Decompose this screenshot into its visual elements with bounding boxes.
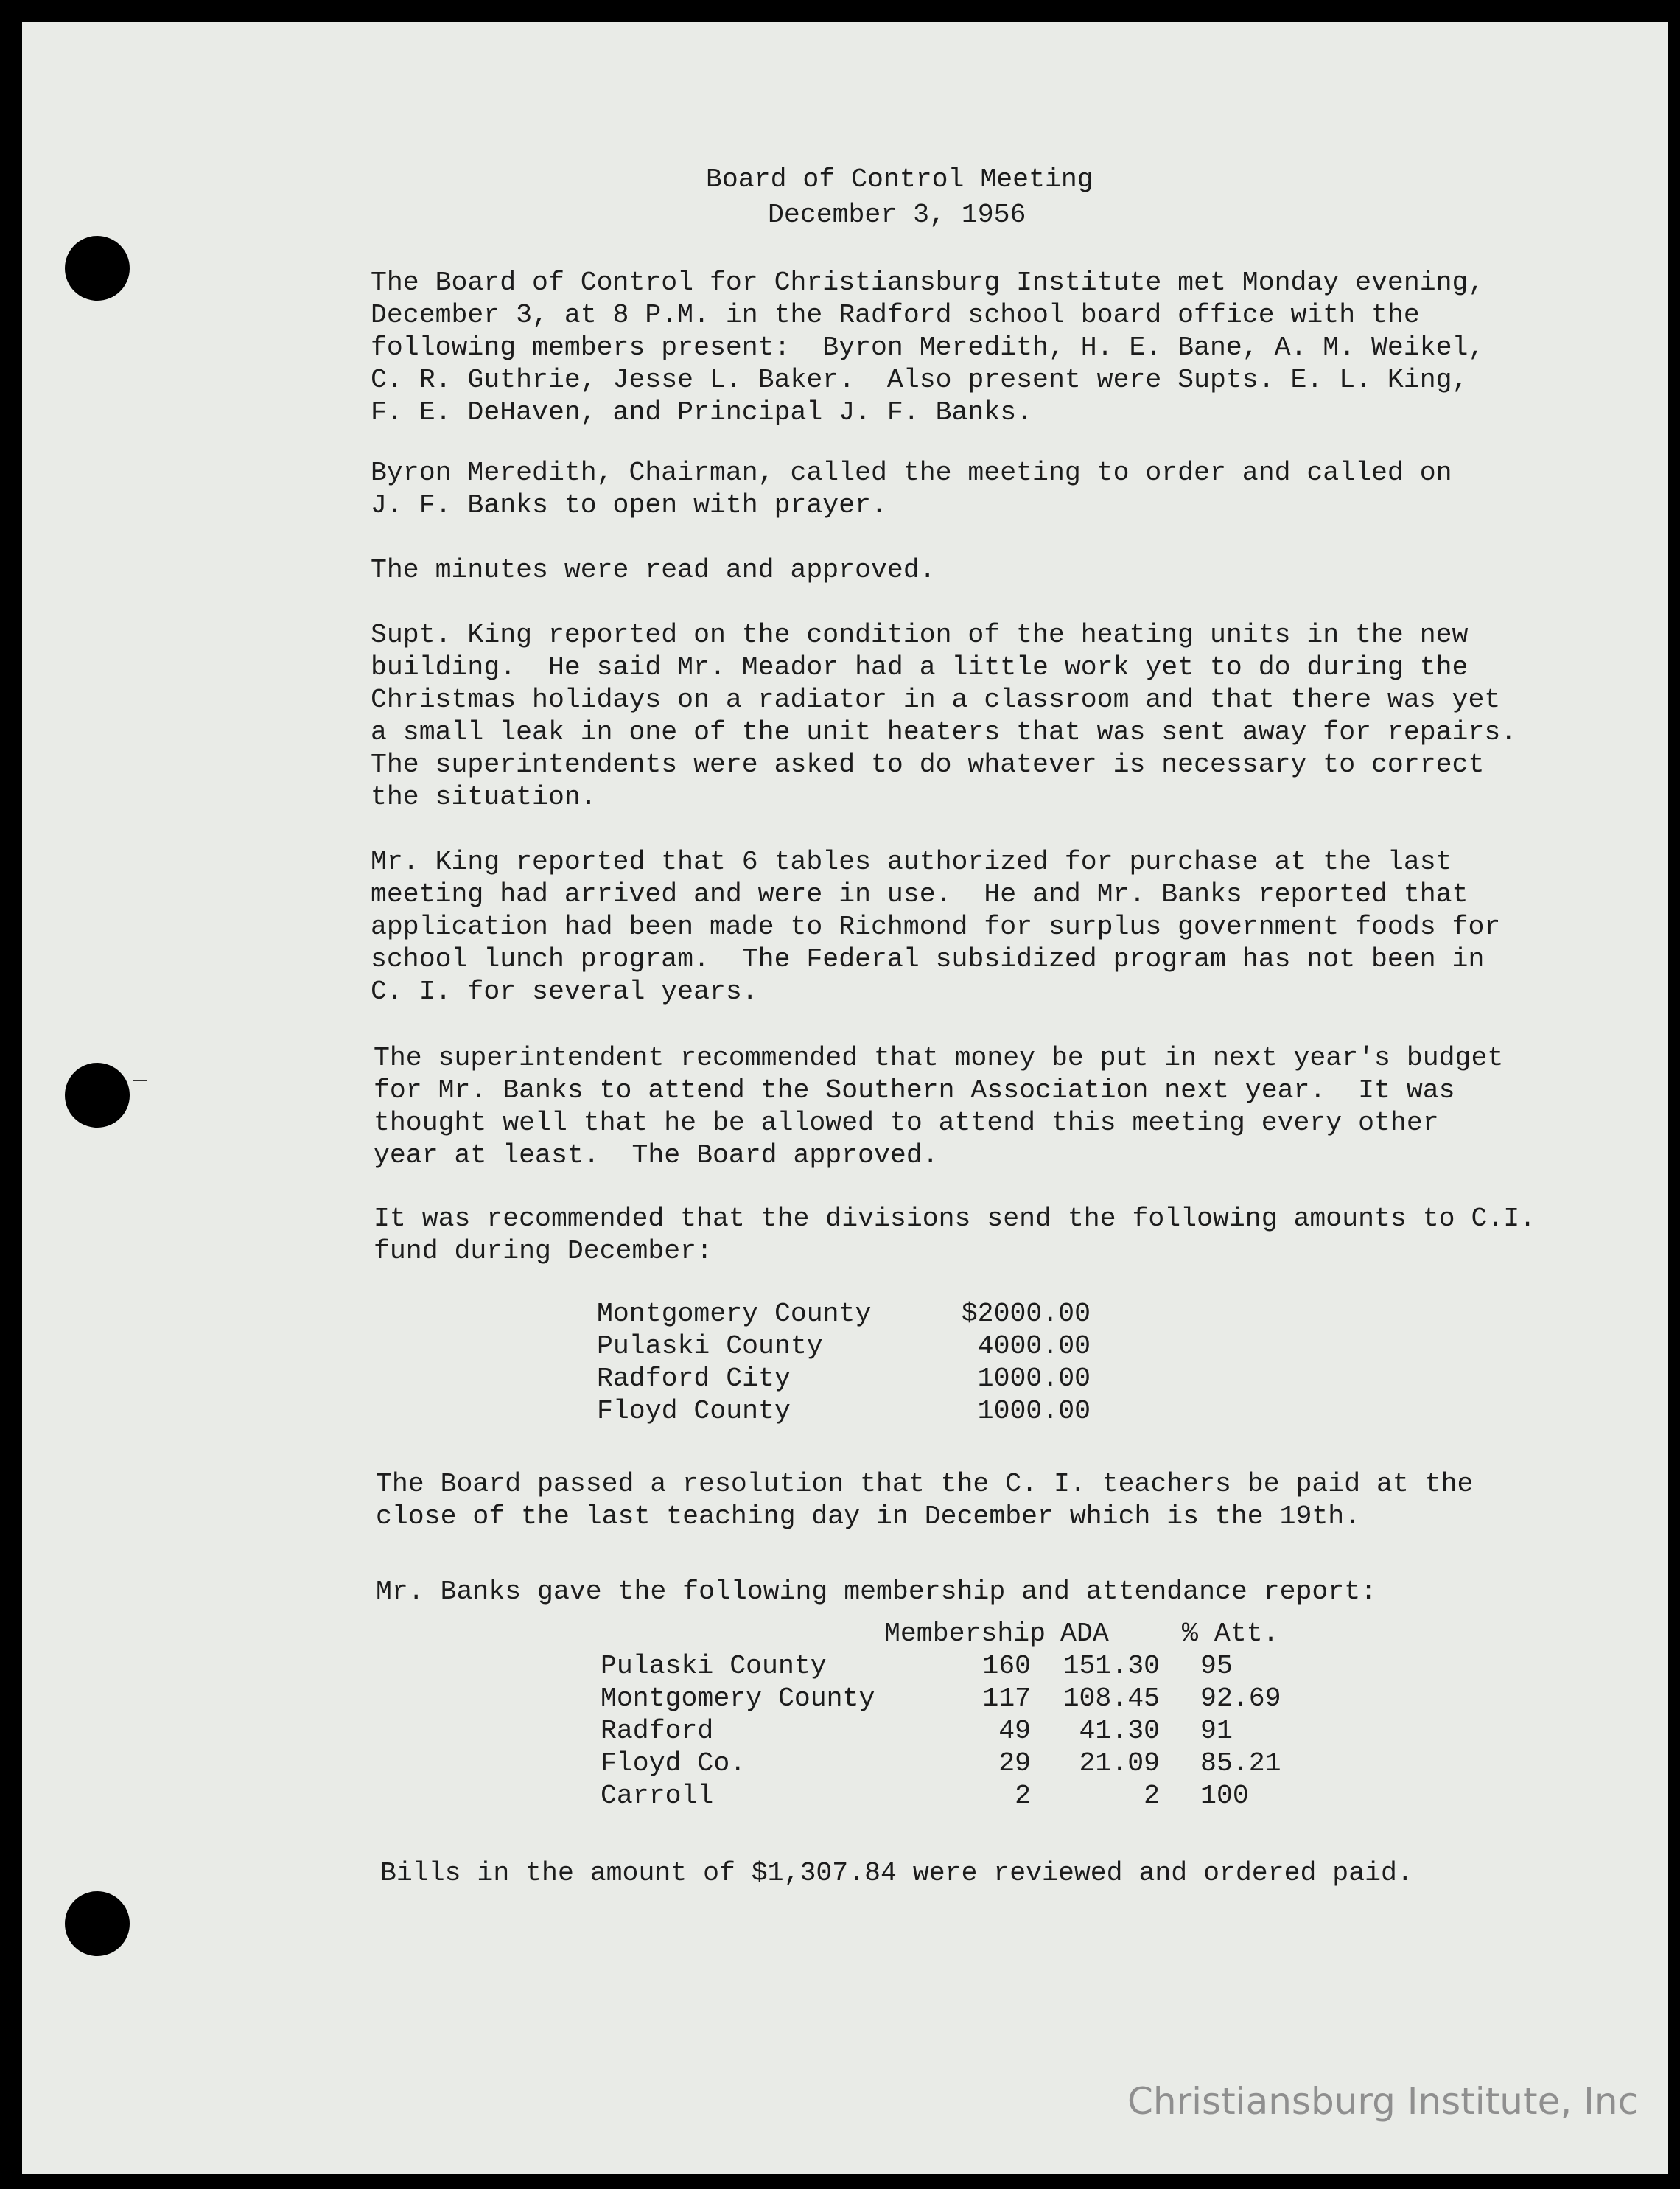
division-amount: 4000.00 (977, 1330, 1091, 1361)
row-ada: 151.30 (1063, 1650, 1161, 1681)
column-header-division (601, 1617, 884, 1649)
row-ada: 108.45 (1063, 1683, 1161, 1714)
row-membership: 2 (1015, 1780, 1032, 1811)
row-division: Carroll (601, 1780, 714, 1811)
document-page (22, 22, 1668, 2174)
report-intro-paragraph: Mr. Banks gave the following membership and attendance report: (376, 1577, 1377, 1607)
row-ada: 21.09 (1079, 1748, 1161, 1778)
row-division: Radford (601, 1715, 714, 1746)
table-row (597, 1362, 1091, 1394)
division-amount: 1000.00 (977, 1363, 1091, 1394)
minutes-paragraph: The minutes were read and approved. (371, 555, 936, 585)
column-header-membership: Membership (884, 1618, 1046, 1649)
table-row (601, 1714, 1329, 1747)
punch-hole (65, 236, 130, 301)
table-row (601, 1649, 1329, 1682)
punch-hole (65, 1891, 130, 1956)
column-header-ada: ADA (1060, 1618, 1109, 1649)
watermark: Christiansburg Institute, Inc (1127, 2080, 1639, 2123)
row-attendance: 91 (1200, 1715, 1233, 1746)
table-row (597, 1330, 1091, 1362)
division-name: Floyd County (597, 1395, 791, 1426)
table-row (601, 1747, 1329, 1779)
row-ada: 2 (1144, 1780, 1161, 1811)
division-name: Radford City (597, 1363, 791, 1394)
division-amount: 1000.00 (977, 1395, 1091, 1426)
division-amount: $2000.00 (961, 1298, 1091, 1329)
punch-hole (65, 1063, 130, 1128)
row-attendance: 85.21 (1200, 1748, 1281, 1778)
membership-attendance-table (601, 1617, 1329, 1812)
row-membership: 160 (982, 1650, 1032, 1681)
row-attendance: 100 (1200, 1780, 1249, 1811)
bills-paragraph: Bills in the amount of $1,307.84 were reviewed and ordered paid. (380, 1858, 1413, 1888)
document-title: Board of Control Meeting (706, 164, 1093, 195)
row-ada: 41.30 (1079, 1715, 1161, 1746)
margin-mark (133, 1080, 147, 1081)
southern-association-paragraph: The superintendent recommended that money be put in next year's budget for Mr. Banks to attend the Southern Association next year. It was thought well that he be allowed to attend this meeting every other year at least. The Board approved. (374, 1043, 1504, 1170)
table-row (601, 1682, 1329, 1714)
table-row (597, 1394, 1091, 1427)
table-header-row (601, 1617, 1329, 1649)
teacher-pay-paragraph: The Board passed a resolution that the C. I. teachers be paid at the close of the last teaching day in December which is the 19th. (376, 1469, 1474, 1532)
tables-paragraph: Mr. King reported that 6 tables authorized for purchase at the last meeting had arrived and were in use. He and Mr. Banks reported that application had been made to Richmond for surplus government foods for school lunch program. The Federal subsidized program has not been in C. I. for several years. (371, 847, 1501, 1007)
table-row (597, 1297, 1091, 1330)
fund-amounts-table (597, 1297, 1091, 1427)
meeting-date: December 3, 1956 (768, 200, 1026, 230)
row-attendance: 92.69 (1200, 1683, 1281, 1714)
row-division: Pulaski County (601, 1650, 827, 1681)
column-header-attendance: % Att. (1182, 1618, 1279, 1649)
row-attendance: 95 (1200, 1650, 1233, 1681)
row-division: Floyd Co. (601, 1748, 746, 1778)
attendance-paragraph: The Board of Control for Christiansburg Institute met Monday evening, December 3, at 8 P.M. in the Radford school board office with the following members present: Byron Meredith, H. E. Bane, A. M. Weikel, C. R. Guthrie, Jesse L. Baker. Also present were Supts. E. L. King, F. E. DeHaven, and Principal J. F. Banks. (371, 268, 1485, 427)
row-membership: 117 (982, 1683, 1032, 1714)
division-name: Pulaski County (597, 1330, 823, 1361)
row-division: Montgomery County (601, 1683, 875, 1714)
row-membership: 29 (998, 1748, 1032, 1778)
row-membership: 49 (998, 1715, 1032, 1746)
division-name: Montgomery County (597, 1298, 872, 1329)
heating-paragraph: Supt. King reported on the condition of the heating units in the new building. He said Mr. Meador had a little work yet to do during the Christmas holidays on a radiator in a classroom and that there was yet a small leak in one of the unit heaters that was sent away for repairs. The superintendents were asked to do whatever is necessary to correct the situation. (371, 620, 1517, 812)
fund-recommendation-paragraph: It was recommended that the divisions send the following amounts to C.I. fund during December: (374, 1204, 1536, 1266)
opening-paragraph: Byron Meredith, Chairman, called the meeting to order and called on J. F. Banks to open with prayer. (371, 458, 1452, 520)
table-row (601, 1779, 1329, 1812)
